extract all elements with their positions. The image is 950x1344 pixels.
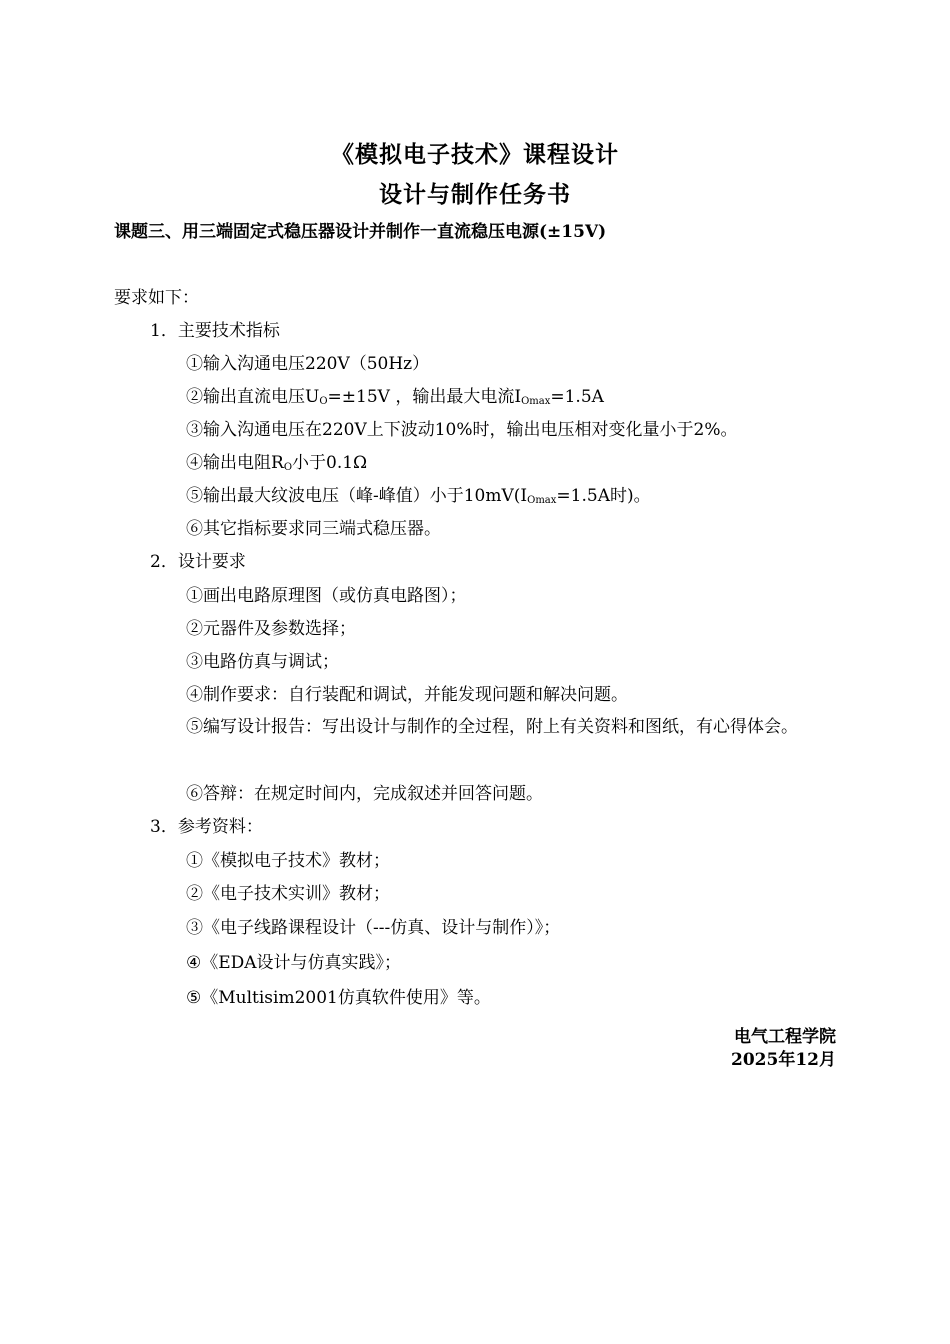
list-item: ③输入沟通电压在220V上下波动10%时，输出电压相对变化量小于2%。 — [186, 420, 738, 440]
list-item: ⑤输出最大纹波电压（峰-峰值）小于$10mV(I_{Omax}=1.5A$时)。 — [186, 486, 651, 506]
document-subtitle: 设计与制作任务书 — [379, 181, 571, 208]
section1-heading: 1．主要技术指标 — [150, 321, 280, 341]
section3-heading: 3．参考资料： — [150, 817, 263, 837]
list-item: ③电路仿真与调试； — [186, 652, 339, 672]
list-item: ⑤编写设计报告：写出设计与制作的全过程，附上有关资料和图纸，有心得体会。 — [186, 717, 798, 737]
issuing-organization: 电气工程学院 — [734, 1027, 836, 1047]
list-item: ②《电子技术实训》教材； — [186, 884, 390, 904]
list-item: ⑥其它指标要求同三端式稳压器。 — [186, 519, 441, 539]
topic-heading: 课题三、用三端固定式稳压器设计并制作一直流稳压电源(±15V) — [114, 222, 607, 242]
list-item: ②元器件及参数选择； — [186, 619, 356, 639]
list-item: ①输入沟通电压220V（50Hz） — [186, 354, 430, 374]
list-item: ④输出电阻$R_O$小于0.1Ω — [186, 453, 368, 473]
list-item: ⑤《Multisim2001仿真软件使用》等。 — [186, 988, 491, 1008]
list-item: ④制作要求：自行装配和调试，并能发现问题和解决问题。 — [186, 685, 628, 705]
list-item: ②输出直流电压$U_O=\pm 15V$ ，输出最大电流$I_{Omax}=1.5A$ — [186, 387, 604, 407]
intro-text: 要求如下： — [114, 288, 199, 308]
section2-heading: 2．设计要求 — [150, 552, 246, 572]
list-item: ③《电子线路课程设计（---仿真、设计与制作）》； — [186, 918, 561, 938]
list-item: ④《EDA设计与仿真实践》； — [186, 953, 402, 973]
issue-date: 2025年12月 — [731, 1050, 836, 1070]
list-item: ①《模拟电子技术》教材； — [186, 851, 390, 871]
list-item: ①画出电路原理图（或仿真电路图）； — [186, 586, 467, 606]
list-item: ⑥答辩：在规定时间内，完成叙述并回答问题。 — [186, 784, 543, 804]
document-title: 《模拟电子技术》课程设计 — [331, 141, 619, 168]
